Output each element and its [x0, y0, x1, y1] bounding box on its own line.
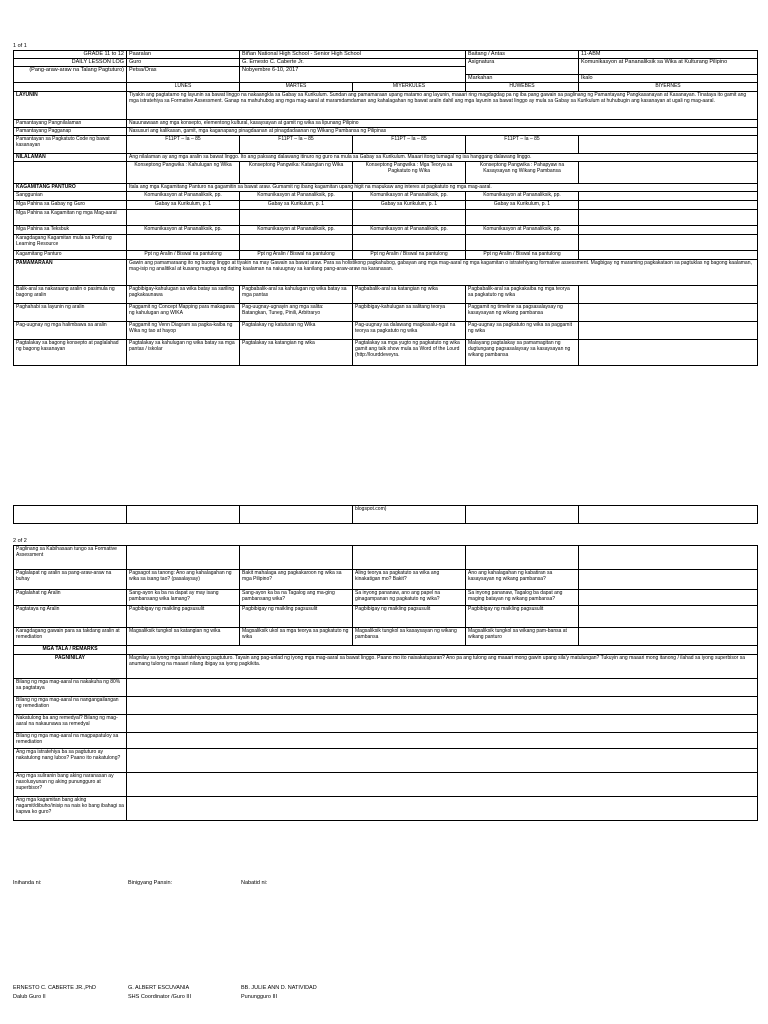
procedure-cell: Paggamit ng Venn Diagram sa pagka-kaiba ng Wika ng tao at hayop: [127, 322, 240, 340]
page2-cell: Bakit mahalaga ang pagkakaroon ng wika sa mga Pilipino?: [240, 570, 353, 590]
page2-row: [14, 628, 758, 646]
pamamaraan-heading: PAMAMARAAN: [14, 260, 127, 286]
gabay-cell: Gabay sa Kurikulum, p. 1: [240, 201, 353, 210]
procedure-cell: Pagbabalik-aral sa katangian ng wika: [353, 286, 466, 304]
page2-row: [14, 546, 758, 570]
page2-label: Paglalapat ng aralin sa pang-araw-araw na buhay: [14, 570, 127, 590]
procedure-cell: Pagbabalik-aral sa kahulugan ng wika batay sa mga pantas: [240, 286, 353, 304]
procedure-label: Paghahabi sa layunin ng aralin: [14, 304, 127, 322]
eval-row: [14, 773, 758, 797]
page2-cell: Magsaliksik tungkol sa wikang pam-bansa at wikang panturo: [466, 628, 579, 646]
pangnilalaman-label: Pamantayang Pangnilalaman: [14, 120, 127, 128]
konsepto-cell: Konseptong Pangwika : Mga Teorya sa Pagkatuto ng Wika: [353, 162, 466, 184]
day-huwebes: HUWEBES: [466, 83, 579, 92]
eval-label: Bilang ng mga mag-aaral na nangangailangan ng remediation: [14, 697, 127, 715]
signatory-name: BB. JULIE ANN D. NATIVIDAD: [241, 985, 317, 991]
asignatura-value: Komunikasyon at Pananaliksik sa Wika at Kulturang Pilipino: [579, 59, 758, 75]
gabay-cell: Gabay sa Kurikulum, p. 1: [353, 201, 466, 210]
konsepto-cell: Konseptong Pangwika : Kahulugan ng Wika: [127, 162, 240, 184]
baitang-value: 11-ABM: [579, 51, 758, 59]
pagninilay-text: Magnilay sa iyong mga istratehiyang pagtuturo. Tayain ang pag-unlad ng iyong mga mag-aaral sa bawat linggo. Paano mo ito naisakatuparan? Ano pa ang tulong ang maaari mong gawin upang sila'y matulungan? Tukuyin ang maaari mong itanong / ilahad sa iyong superbisor sa anumang tulong na maaari nilang ibigay sa iyong pagkikita.: [127, 655, 758, 679]
binigyang-label: Binigyang Pansin:: [128, 880, 173, 886]
page2-row: [14, 606, 758, 628]
eval-label: Nakatulong ba ang remedyal? Bilang ng mag-aaral na nakaunawa sa remedyal: [14, 715, 127, 733]
sanggunian-cell: Komunikasyon at Pananaliksik, pp.: [127, 192, 240, 201]
signatory-name: ERNESTO C. CABERTE JR.,PhD: [13, 985, 96, 991]
pagkatuto-label: Pamantayan sa Pagkatuto Code ng bawat kasanayan: [14, 136, 127, 154]
kagamitan-heading: KAGAMITANG PANTURO: [14, 184, 127, 192]
procedure-cell: Pagbabalik-aral sa pagkakaiba ng mga teorya sa pagkatuto ng wika: [466, 286, 579, 304]
panturo-cell: Ppt ng Aralin / Biswal na pantulong: [353, 251, 466, 260]
gabay-label: Mga Pahina sa Gabay ng Guro: [14, 201, 127, 210]
eval-label: Ang mga suliranin bang aking naranasan ay nasolusyunan ng aking punungguro at superbisor?: [14, 773, 127, 797]
pagganap-label: Pamantayang Pagganap: [14, 128, 127, 136]
procedure-cell: Pagtalakay ng katuturan ng Wika: [240, 322, 353, 340]
page2-label: Paglinang sa Kabihasaan tungo sa Formative Assessment: [14, 546, 127, 570]
procedure-cell: Pag-uugnay sa dalawang magkasalu-ngat na teorya sa pagkatuto ng wika: [353, 322, 466, 340]
sanggunian-cell: Komunikasyon at Pananaliksik, pp.: [353, 192, 466, 201]
pagkatuto-code: F11PT – Ia – 85: [466, 136, 579, 154]
panturo-label: Kagamitang Panturo: [14, 251, 127, 260]
nilalaman-text: Ang nilalaman ay ang mga aralin sa bawat linggo. Ito ang paksang dalawang itinuro ng guro na mula sa Gabay sa Kurikulum. Maaari itong tumagal ng isa hanggang dalawang linggo.: [127, 154, 758, 162]
page2-cell: Pagsagot sa tanong: Ano ang kahalagahan ng wika sa isang tao? (pasalaysay): [127, 570, 240, 590]
teksbuk-cell: Komunikasyon at Pananaliksik, pp.: [353, 226, 466, 235]
page2-cell: Magsaliksik tungkol sa katangian ng wika: [127, 628, 240, 646]
paaralan-value: Biñan National High School - Senior High School: [240, 51, 466, 59]
sanggunian-label: Sanggunian: [14, 192, 127, 201]
procedure-row: [14, 322, 758, 340]
procedure-cell: Pagtalakay sa katangian ng wika: [240, 340, 353, 366]
procedure-cell: Pagbibigay-kahulugan sa wika batay sa sariling pagkakaunawa: [127, 286, 240, 304]
grade-label: GRADE 11 to 12: [14, 51, 127, 59]
page2-cell: Aling teorya sa pagkatuto sa wika ang kinakatigan mo? Bakit?: [353, 570, 466, 590]
eval-label: Bilang ng mga mag-aaral na nakakuha ng 80% sa pagtataya: [14, 679, 127, 697]
procedure-cell: Paggamit ng Concept Mapping para makagawa ng kahulugan ang WIKA: [127, 304, 240, 322]
day-miyerkules: MIYERKULES: [353, 83, 466, 92]
page2-cell: Magsaliksik tungkol sa kasaysayan ng wikang pambansa: [353, 628, 466, 646]
eval-label: Ang mga istratehiya ba sa pagtuturo ay nakatulong nang lubos? Paano ito nakatulong?: [14, 749, 127, 773]
baitang-label: Baitang / Antas: [466, 51, 579, 59]
eval-label: Ang mga kagamitan bang aking nagamit/dibuho/inisip na nais ko bang ibahagi sa kapwa ko guro?: [14, 797, 127, 821]
eval-row: [14, 749, 758, 773]
tala-heading: MGA TALA / REMARKS: [14, 646, 127, 655]
page2-cell: Ano ang kahalagahan ng kabatiran sa kasaysayan ng wikang pambansa?: [466, 570, 579, 590]
page2-label: Pagtataya ng Aralin: [14, 606, 127, 628]
procedure-cell: Malayang pagtalakay sa pamamagitan ng dugtungang pagsasalaysay sa kasaysayan ng wikang pambansa: [466, 340, 579, 366]
nilalaman-heading: NILALAMAN: [14, 154, 127, 162]
eval-row: [14, 679, 758, 697]
page2-cell: Sa inyong pananaw, Tagalog ba dapat ang maging batayan ng wikang pambansa?: [466, 590, 579, 606]
page2-cell: Sa inyong pananaw, ano ang papel na ginagampanan ng pagkatuto ng wika?: [353, 590, 466, 606]
nabatid-label: Nabatid ni:: [241, 880, 268, 886]
teksbuk-cell: Komunikasyon at Pananaliksik, pp.: [240, 226, 353, 235]
eval-row: [14, 697, 758, 715]
eval-row: [14, 797, 758, 821]
panturo-cell: Ppt ng Aralin / Biswal na pantulong: [127, 251, 240, 260]
markahan-value: Ikalo: [579, 75, 758, 83]
page2-cell: Magsaliksik ukol sa mga teorya sa pagkatuto ng wika: [240, 628, 353, 646]
kagamitan-text: Itala ang mga Kagamitang Panturo na gagamitin sa bawat araw. Gumamit ng ibang kagamitan upang higit na mapukaw ang interes at pagkatuto ng mga mag-aaral.: [127, 184, 758, 192]
procedure-row: [14, 304, 758, 322]
petsa-label: Petsa/Oras: [127, 67, 240, 83]
page2-cell: Pagbibigay ng maikling pagsusulit: [353, 606, 466, 628]
teksbuk-label: Mga Pahina sa Teksbuk: [14, 226, 127, 235]
asignatura-label: Asignatura: [466, 59, 579, 75]
inihanda-label: Inihanda ni:: [13, 880, 42, 886]
pagkatuto-code: F11PT – Ia – 85: [353, 136, 466, 154]
page2-label: Karagdagang gawain para sa takdang aralin at remediation: [14, 628, 127, 646]
day-martes: MARTES: [240, 83, 353, 92]
petsa-value: Nobyembre 6-10, 2017: [240, 67, 466, 83]
paaralan-label: Paaralan: [127, 51, 240, 59]
procedure-cell: Pag-uugnay-ugnayin ang mga salita: Batangkan, Tuneg, Pinili, Arbitraryo: [240, 304, 353, 322]
layunin-text: Tiyakin ang pagtatamo ng layunin sa bawat linggo na nakaangkla sa Gabay sa Kurikulum. Sundan ang pamamaraan upang matamo ang layunin, maaari ring magdagdag pa ng iba pang gawain sa paglinang ng Pamantayang Pangkasanayan at Kasanayan. Tinataya ito gamit ang mga istratehiya sa Formative Assessment. Ganap na mahuhubog ang mga mag-aaral at maramdamdaman ang kahalagahan ng bawat aralin dahil ang mga layunin sa bawat linggo ay mula sa Gabay sa Kurikulum at huhubugin ang kasanayan at ugali ng mag-aaral.: [127, 92, 758, 120]
teksbuk-cell: Komunikasyon at Pananaliksik, pp.: [127, 226, 240, 235]
page-marker-1: 1 of 1: [13, 43, 27, 49]
procedure-overflow-strip: [13, 505, 758, 524]
kagamitan-mag-label: Mga Pahina sa Kagamitan ng mga Mag-aaral: [14, 210, 127, 226]
layunin-heading: LAYUNIN: [14, 92, 127, 120]
markahan-label: Markahan: [466, 75, 579, 83]
procedure-cell: Pagtalakay sa mga yugto ng pagkatuto ng wika gamit ang talk show mula sa Word of the Lourd (http://lourddeveyra.: [353, 340, 466, 366]
gabay-cell: Gabay sa Kurikulum, p. 1: [466, 201, 579, 210]
konsepto-cell: Konseptong Pangwika : Pahapyaw na Kasaysayan ng Wikang Pambansa: [466, 162, 579, 184]
gabay-cell: Gabay sa Kurikulum, p. 1: [127, 201, 240, 210]
procedure-cell: Pag-uugnay sa pagkatuto ng wika sa paggamit ng wika: [466, 322, 579, 340]
procedure-label: Pag-uugnay ng mga halimbawa sa aralin: [14, 322, 127, 340]
signatory-role: Punungguro III: [241, 994, 278, 1000]
lesson-log-table-page2: [13, 545, 758, 821]
pagninilay-heading: PAGNINILAY: [14, 655, 127, 679]
eval-row: [14, 715, 758, 733]
procedure-cell: Pagbibigay-kahulugan sa salitang teorya: [353, 304, 466, 322]
pamamaraan-text: Gawin ang pamamaraang ito ng buong linggo at tiyakin na may Gawain sa bawat araw. Para sa holistikong pagkahubog, gabayan ang mga mag-aaral ng mga kagamitan o istratehiyang formative assessment. Magbigay ng maraming pagkakataon sa pagtuklas ng bagong kaalaman, mag-isip ng analitikal at kusang magtaya ng dating kaalaman na naiuugnay sa kanilang pang-araw-araw na karanasan.: [127, 260, 758, 286]
procedure-cell: Paggamit ng timeline sa pagsasalaysay ng kasaysayan ng wikang pambansa: [466, 304, 579, 322]
sanggunian-cell: Komunikasyon at Pananaliksik, pp.: [240, 192, 353, 201]
lesson-log-table-page1: [13, 50, 758, 366]
page2-cell: Sang-ayon ka ba na dapat ay may isang pambansang wika lamang?: [127, 590, 240, 606]
teksbuk-cell: Komunikasyon at Pananaliksik, pp.: [466, 226, 579, 235]
konsepto-cell: Konseptong Pangwika: Katangian ng Wika: [240, 162, 353, 184]
page2-row: [14, 590, 758, 606]
page2-cell: Pagbibigay ng maikling pagsusulit: [466, 606, 579, 628]
panturo-cell: Ppt ng Aralin / Biswal na pantulong: [240, 251, 353, 260]
log-label: DAILY LESSON LOG: [14, 59, 127, 67]
pagkatuto-code: F11PT – Ia – 85: [127, 136, 240, 154]
guro-label: Guro: [127, 59, 240, 67]
pagganap-text: Nasusuri ang kalikasan, gamit, mga kaganapang pinagdaanan at pinagdadaanan ng Wikang Pambansa ng Pilipinas: [127, 128, 758, 136]
page2-row: [14, 570, 758, 590]
page2-cell: Pagbibigay ng maikling pagsusulit: [127, 606, 240, 628]
page2-cell: Pagbibigay ng maikling pagsusulit: [240, 606, 353, 628]
eval-row: [14, 733, 758, 749]
day-lunes: LUNES: [127, 83, 240, 92]
guro-value: G. Ernesto C. Caberte Jr.: [240, 59, 466, 67]
page2-label: Paglalahat ng Aralin: [14, 590, 127, 606]
eval-label: Bilang ng mga mag-aaral na magpapatuloy sa remediation: [14, 733, 127, 749]
signatory-role: SHS Coordinator /Guro III: [128, 994, 191, 1000]
procedure-label: Balik-aral sa nakaraang aralin o pasimula ng bagong aralin: [14, 286, 127, 304]
day-biyernes: BIYERNES: [579, 83, 758, 92]
lr-label: Karagdagang Kagamitan mula sa Portal ng Learning Resource: [14, 235, 127, 251]
pagkatuto-code: F11PT – Ia – 85: [240, 136, 353, 154]
procedure-label: Pagtalakay sa bagong konsepto at paglalahad ng bagong kasanayan: [14, 340, 127, 366]
signatory-role: Dalub Guro II: [13, 994, 46, 1000]
page-marker-2: 2 of 2: [13, 538, 27, 544]
panturo-cell: Ppt ng Aralin / Biswal na pantulong: [466, 251, 579, 260]
procedure-row: [14, 286, 758, 304]
log-sub: (Pang-araw-araw na Talang Pagtuturo): [14, 67, 127, 83]
procedure-overflow-text: blogspot.com): [353, 506, 466, 524]
procedure-cell: Pagtalakay sa kahulugan ng wika batay sa mga pantas / iskolar: [127, 340, 240, 366]
sanggunian-cell: Komunikasyon at Pananaliksik, pp.: [466, 192, 579, 201]
pangnilalaman-text: Nauunawaan ang mga konsepto, elementong kultural, kasaysayan at gamit ng wika sa lipunang Pilipino: [127, 120, 758, 128]
page2-cell: Sang-ayon ka ba na Tagalog ang ma-ging pambansang wika?: [240, 590, 353, 606]
signatory-name: G. ALBERT ESCUVANIA: [128, 985, 190, 991]
procedure-row: [14, 340, 758, 366]
